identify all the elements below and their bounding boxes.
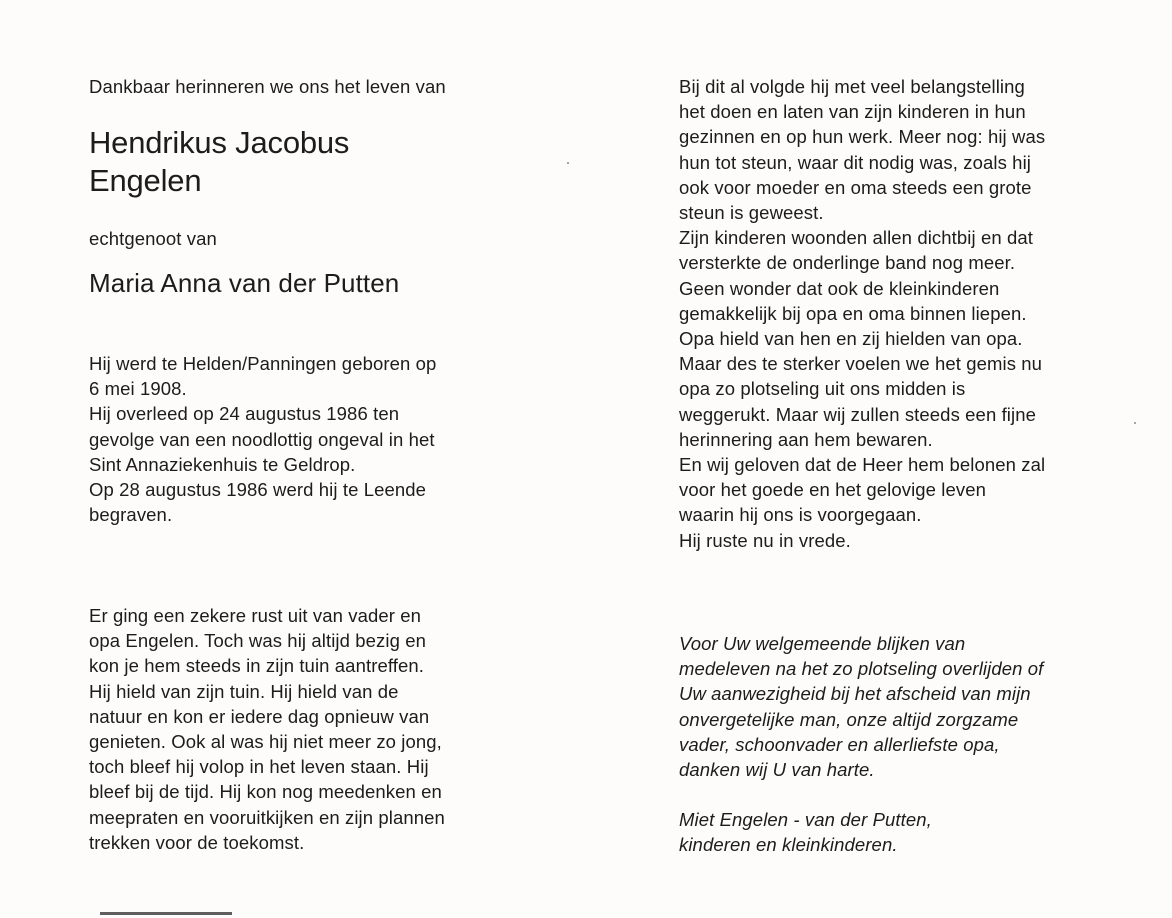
bio-line: begraven. <box>89 504 173 526</box>
bio-line: gevolge van een noodlottig ongeval in het <box>89 428 435 450</box>
bio-line: Sint Annaziekenhuis te Geldrop. <box>89 453 356 475</box>
memorial-line: Bij dit al volgde hij met veel belangstelling <box>679 76 1025 97</box>
story-line: trekken voor de toekomst. <box>89 831 305 853</box>
thanks-line: medeleven na het zo plotseling overlijden of <box>679 658 1044 680</box>
story-line: Er ging een zekere rust uit van vader en <box>89 605 422 626</box>
bio-line: Op 28 augustus 1986 werd hij te Leende <box>89 479 427 501</box>
scan-edge-mark <box>100 912 232 915</box>
thanks-line: danken wij U van harte. <box>679 759 875 781</box>
deceased-name-line2: Engelen <box>89 163 202 198</box>
memorial-line: gemakkelijk bij opa en oma binnen liepen. <box>679 302 1027 324</box>
memorial-line: het doen en laten van zijn kinderen in hun <box>679 101 1026 123</box>
intro-text: Dankbaar herinneren we ons het leven van <box>89 76 446 97</box>
story-line: Hij hield van zijn tuin. Hij hield van de <box>89 680 399 702</box>
thanks-line: vader, schoonvader en allerliefste opa, <box>679 733 1000 755</box>
bio-line: Hij overleed op 24 augustus 1986 ten <box>89 403 400 425</box>
story-line: meepraten en vooruitkijken en zijn plannen <box>89 806 445 828</box>
scan-speck <box>1134 422 1136 424</box>
memorial-line: steun is geweest. <box>679 202 824 224</box>
memorial-line: voor het goede en het gelovige leven <box>679 479 987 501</box>
story-paragraph <box>89 603 445 855</box>
family-signature <box>679 807 932 857</box>
memorial-line: En wij geloven dat de Heer hem belonen zal <box>679 454 1046 476</box>
memorial-line: ook voor moeder en oma steeds een grote <box>679 176 1032 198</box>
bio-line: Hij werd te Helden/Panningen geboren op <box>89 353 437 374</box>
memorial-line: waarin hij ons is voorgegaan. <box>679 504 922 526</box>
story-line: natuur en kon er iedere dag opnieuw van <box>89 705 430 727</box>
story-line: genieten. Ook al was hij niet meer zo jong, <box>89 731 442 753</box>
memorial-line: opa zo plotseling uit ons midden is <box>679 378 966 400</box>
thanks-line: Voor Uw welgemeende blijken van <box>679 633 966 654</box>
thanks-line: onvergetelijke man, onze altijd zorgzame <box>679 708 1019 730</box>
memorial-line: Opa hield van hen en zij hielden van opa. <box>679 328 1023 350</box>
story-line: toch bleef hij volop in het leven staan. Hij <box>89 756 429 778</box>
memorial-line: Geen wonder dat ook de kleinkinderen <box>679 277 1000 299</box>
thanks-line: Uw aanwezigheid bij het afscheid van mijn <box>679 683 1031 705</box>
deceased-name-line1: Hendrikus Jacobus <box>89 125 350 160</box>
memorial-paragraph <box>679 74 1045 553</box>
story-line: kon je hem steeds in zijn tuin aantreffen. <box>89 655 425 677</box>
memorial-line: Hij ruste nu in vrede. <box>679 529 851 551</box>
memorial-line: versterkte de onderlinge band nog meer. <box>679 252 1016 274</box>
memorial-line: weggerukt. Maar wij zullen steeds een fijne <box>679 403 1037 425</box>
spouse-label: echtgenoot van <box>89 228 217 249</box>
memorial-line: gezinnen en op hun werk. Meer nog: hij was <box>679 126 1046 148</box>
memorial-line: hun tot steun, waar dit nodig was, zoals hij <box>679 151 1031 173</box>
story-line: opa Engelen. Toch was hij altijd bezig en <box>89 630 426 652</box>
bio-line: 6 mei 1908. <box>89 378 187 400</box>
scan-speck <box>567 162 569 164</box>
thanks-paragraph <box>679 631 1043 782</box>
bio-paragraph <box>89 351 436 527</box>
signature-line: Miet Engelen - van der Putten, <box>679 809 932 830</box>
signature-line: kinderen en kleinkinderen. <box>679 834 898 856</box>
spouse-name: Maria Anna van der Putten <box>89 268 400 298</box>
memorial-line: Maar des te sterker voelen we het gemis nu <box>679 353 1043 375</box>
story-line: bleef bij de tijd. Hij kon nog meedenken en <box>89 781 442 803</box>
memorial-line: herinnering aan hem bewaren. <box>679 428 933 450</box>
memorial-line: Zijn kinderen woonden allen dichtbij en dat <box>679 227 1033 249</box>
